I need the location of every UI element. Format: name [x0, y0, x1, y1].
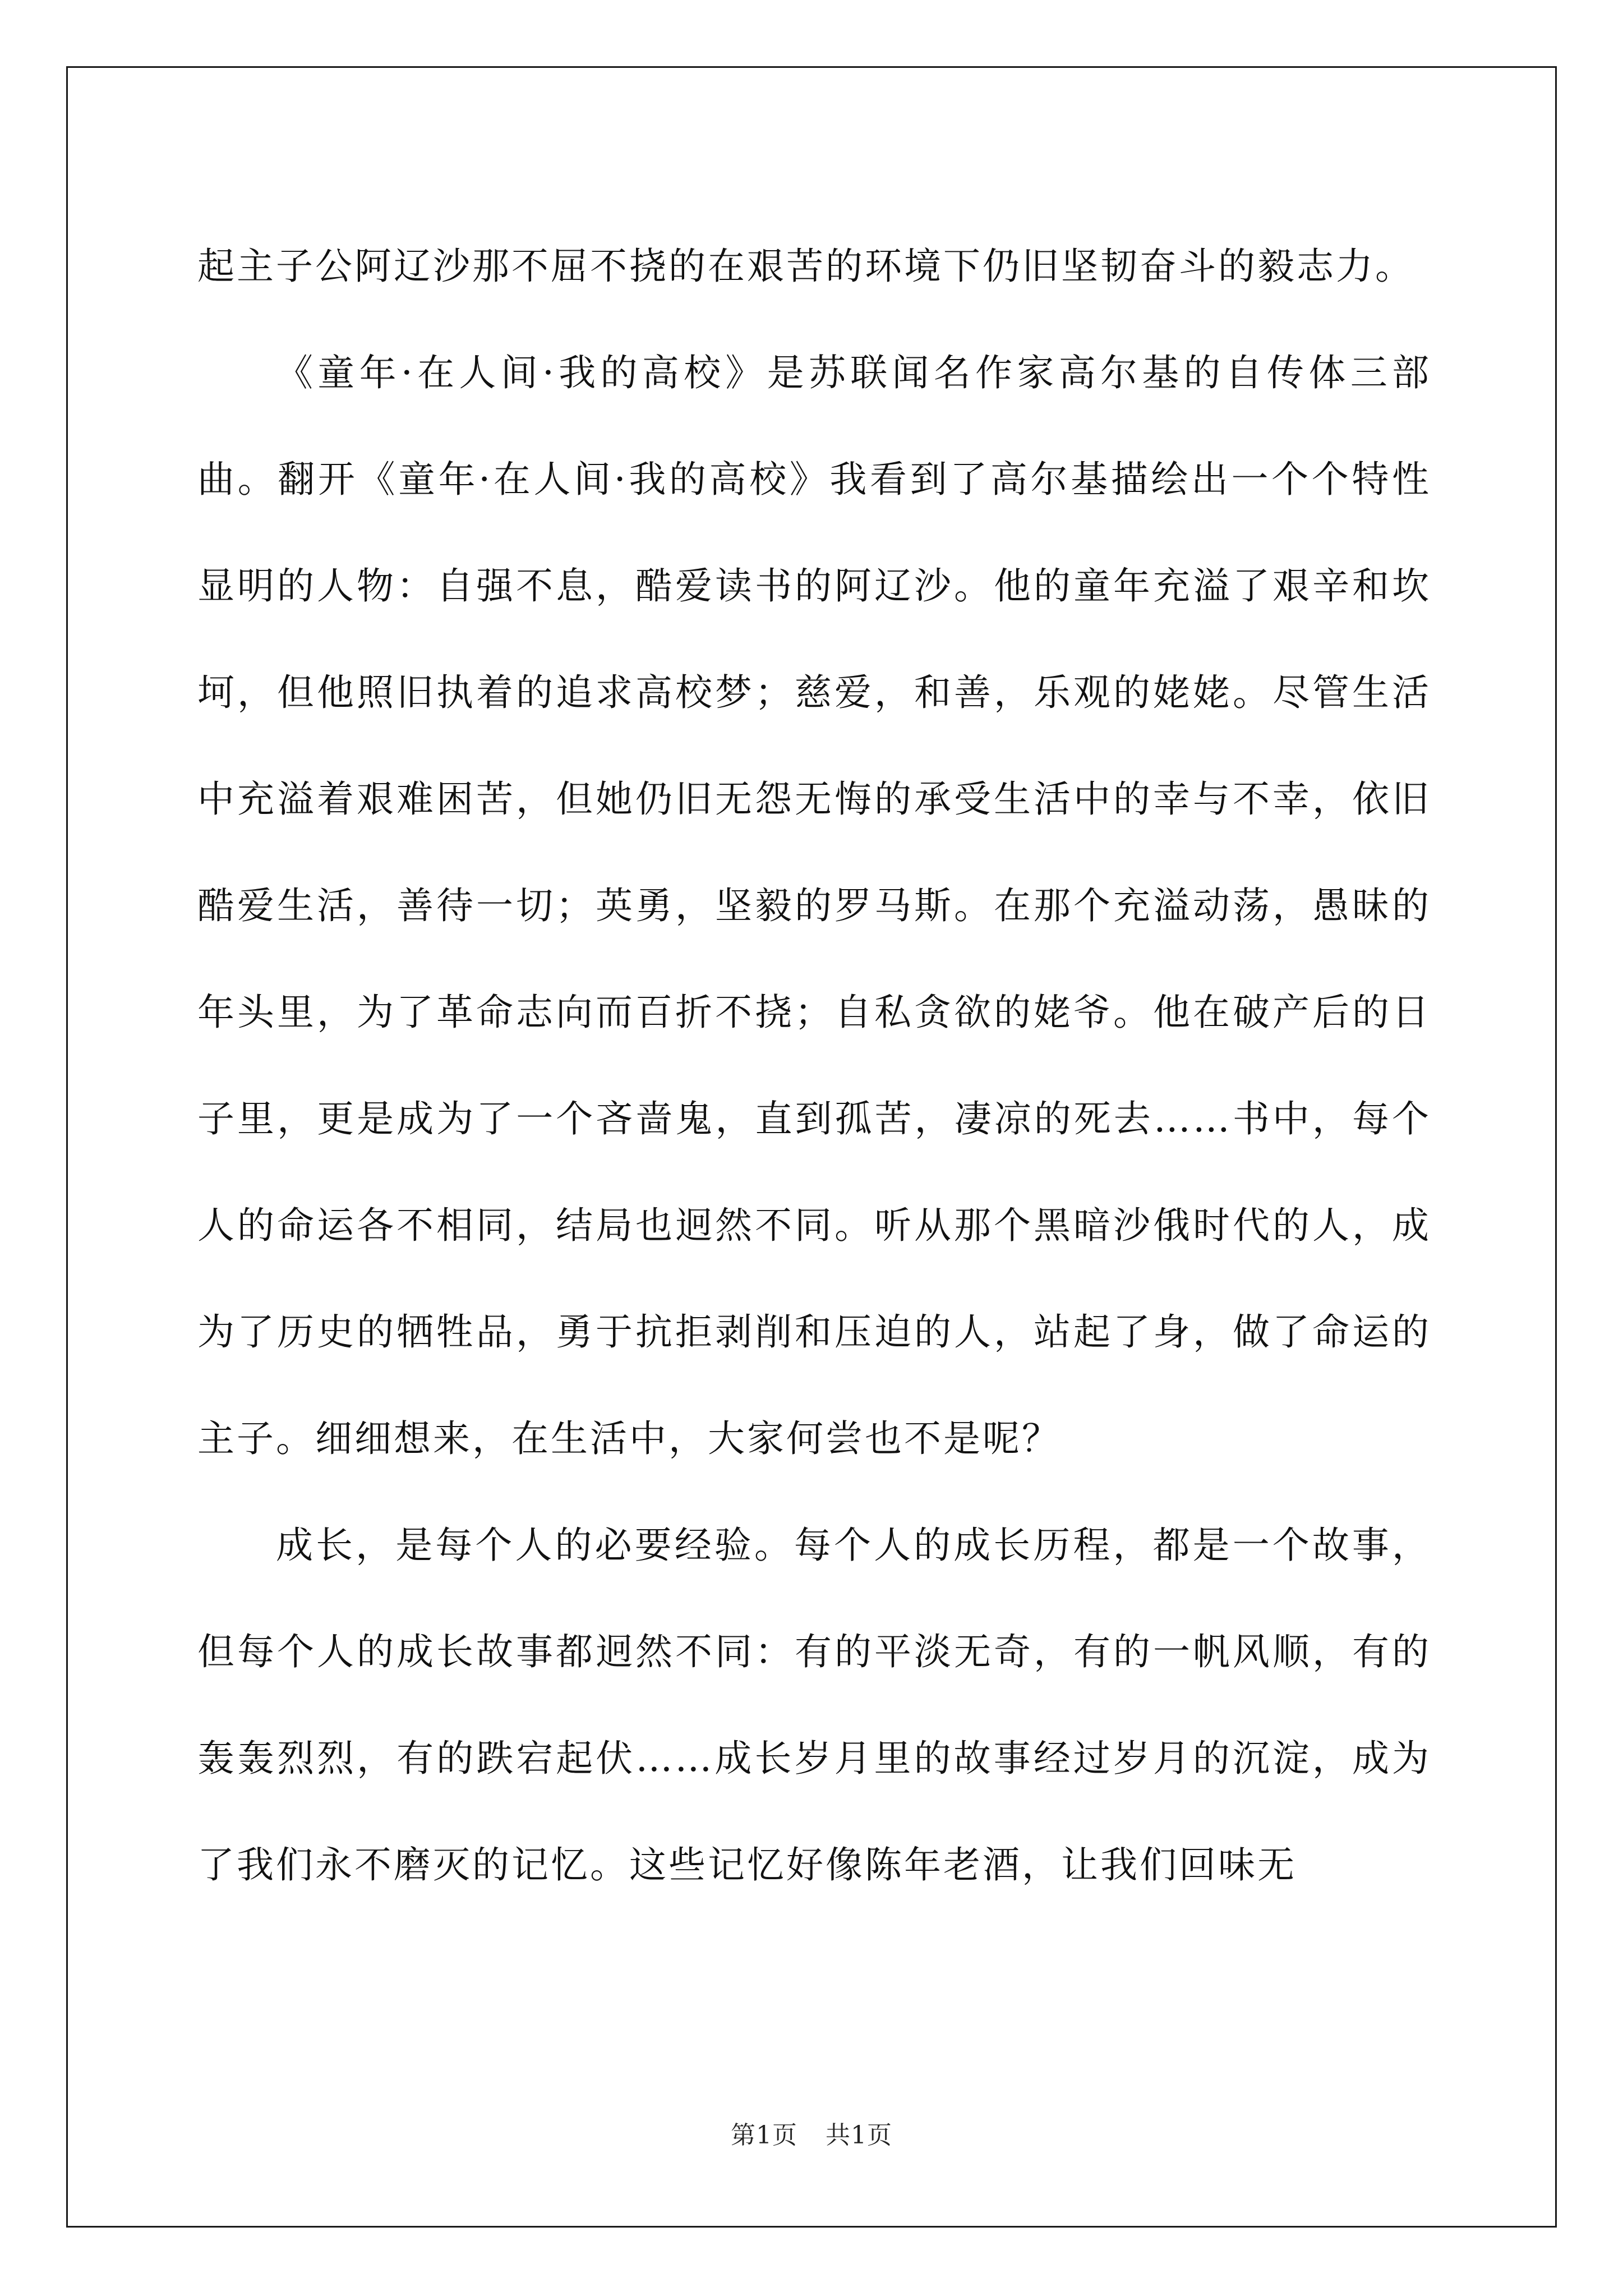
- page-number: 第1页: [731, 2121, 797, 2150]
- page-footer: [0, 2115, 1623, 2151]
- paragraph-1: 起主子公阿辽沙那不屈不挠的在艰苦的环境下仍旧坚韧奋斗的毅志力。: [197, 245, 1414, 288]
- paragraph-2: 《童年·在人间·我的高校》是苏联闻名作家高尔基的自传体三部曲。翻开《童年·在人间·我的高校》我看到了高尔基描绘出一个个特性显明的人物：自强不息，酷爱读书的阿辽沙。他的童年充溢了艰辛和坎坷，但他照旧执着的追求高校梦；慈爱，和善，乐观的姥姥。尽管生活中充溢着艰难困苦，但她仍旧无怨无悔的承受生活中的幸与不幸，依旧酷爱生活，善待一切；英勇，坚毅的罗马斯。在那个充溢动荡，愚昧的年头里，为了革命志向而百折不挠；自私贪欲的姥爷。他在破产后的日子里，更是成为了一个吝啬鬼，直到孤苦，凄凉的死去……书中，每个人的命运各不相同，结局也迥然不同。听从那个黑暗沙俄时代的人，成为了历史的牺牲品，勇于抗拒剥削和压迫的人，站起了身，做了命运的主子。细细想来，在生活中，大家何尝也不是呢？: [197, 351, 1431, 1460]
- page-total: 共1页: [826, 2121, 892, 2150]
- document-body: [197, 213, 1431, 1918]
- paragraph-3: 成长，是每个人的必要经验。每个人的成长历程，都是一个故事，但每个人的成长故事都迥然不同：有的平淡无奇，有的一帆风顺，有的轰轰烈烈，有的跌宕起伏……成长岁月里的故事经过岁月的沉淀，成为了我们永不磨灭的记忆。这些记忆好像陈年老酒，让我们回味无: [197, 1524, 1431, 1887]
